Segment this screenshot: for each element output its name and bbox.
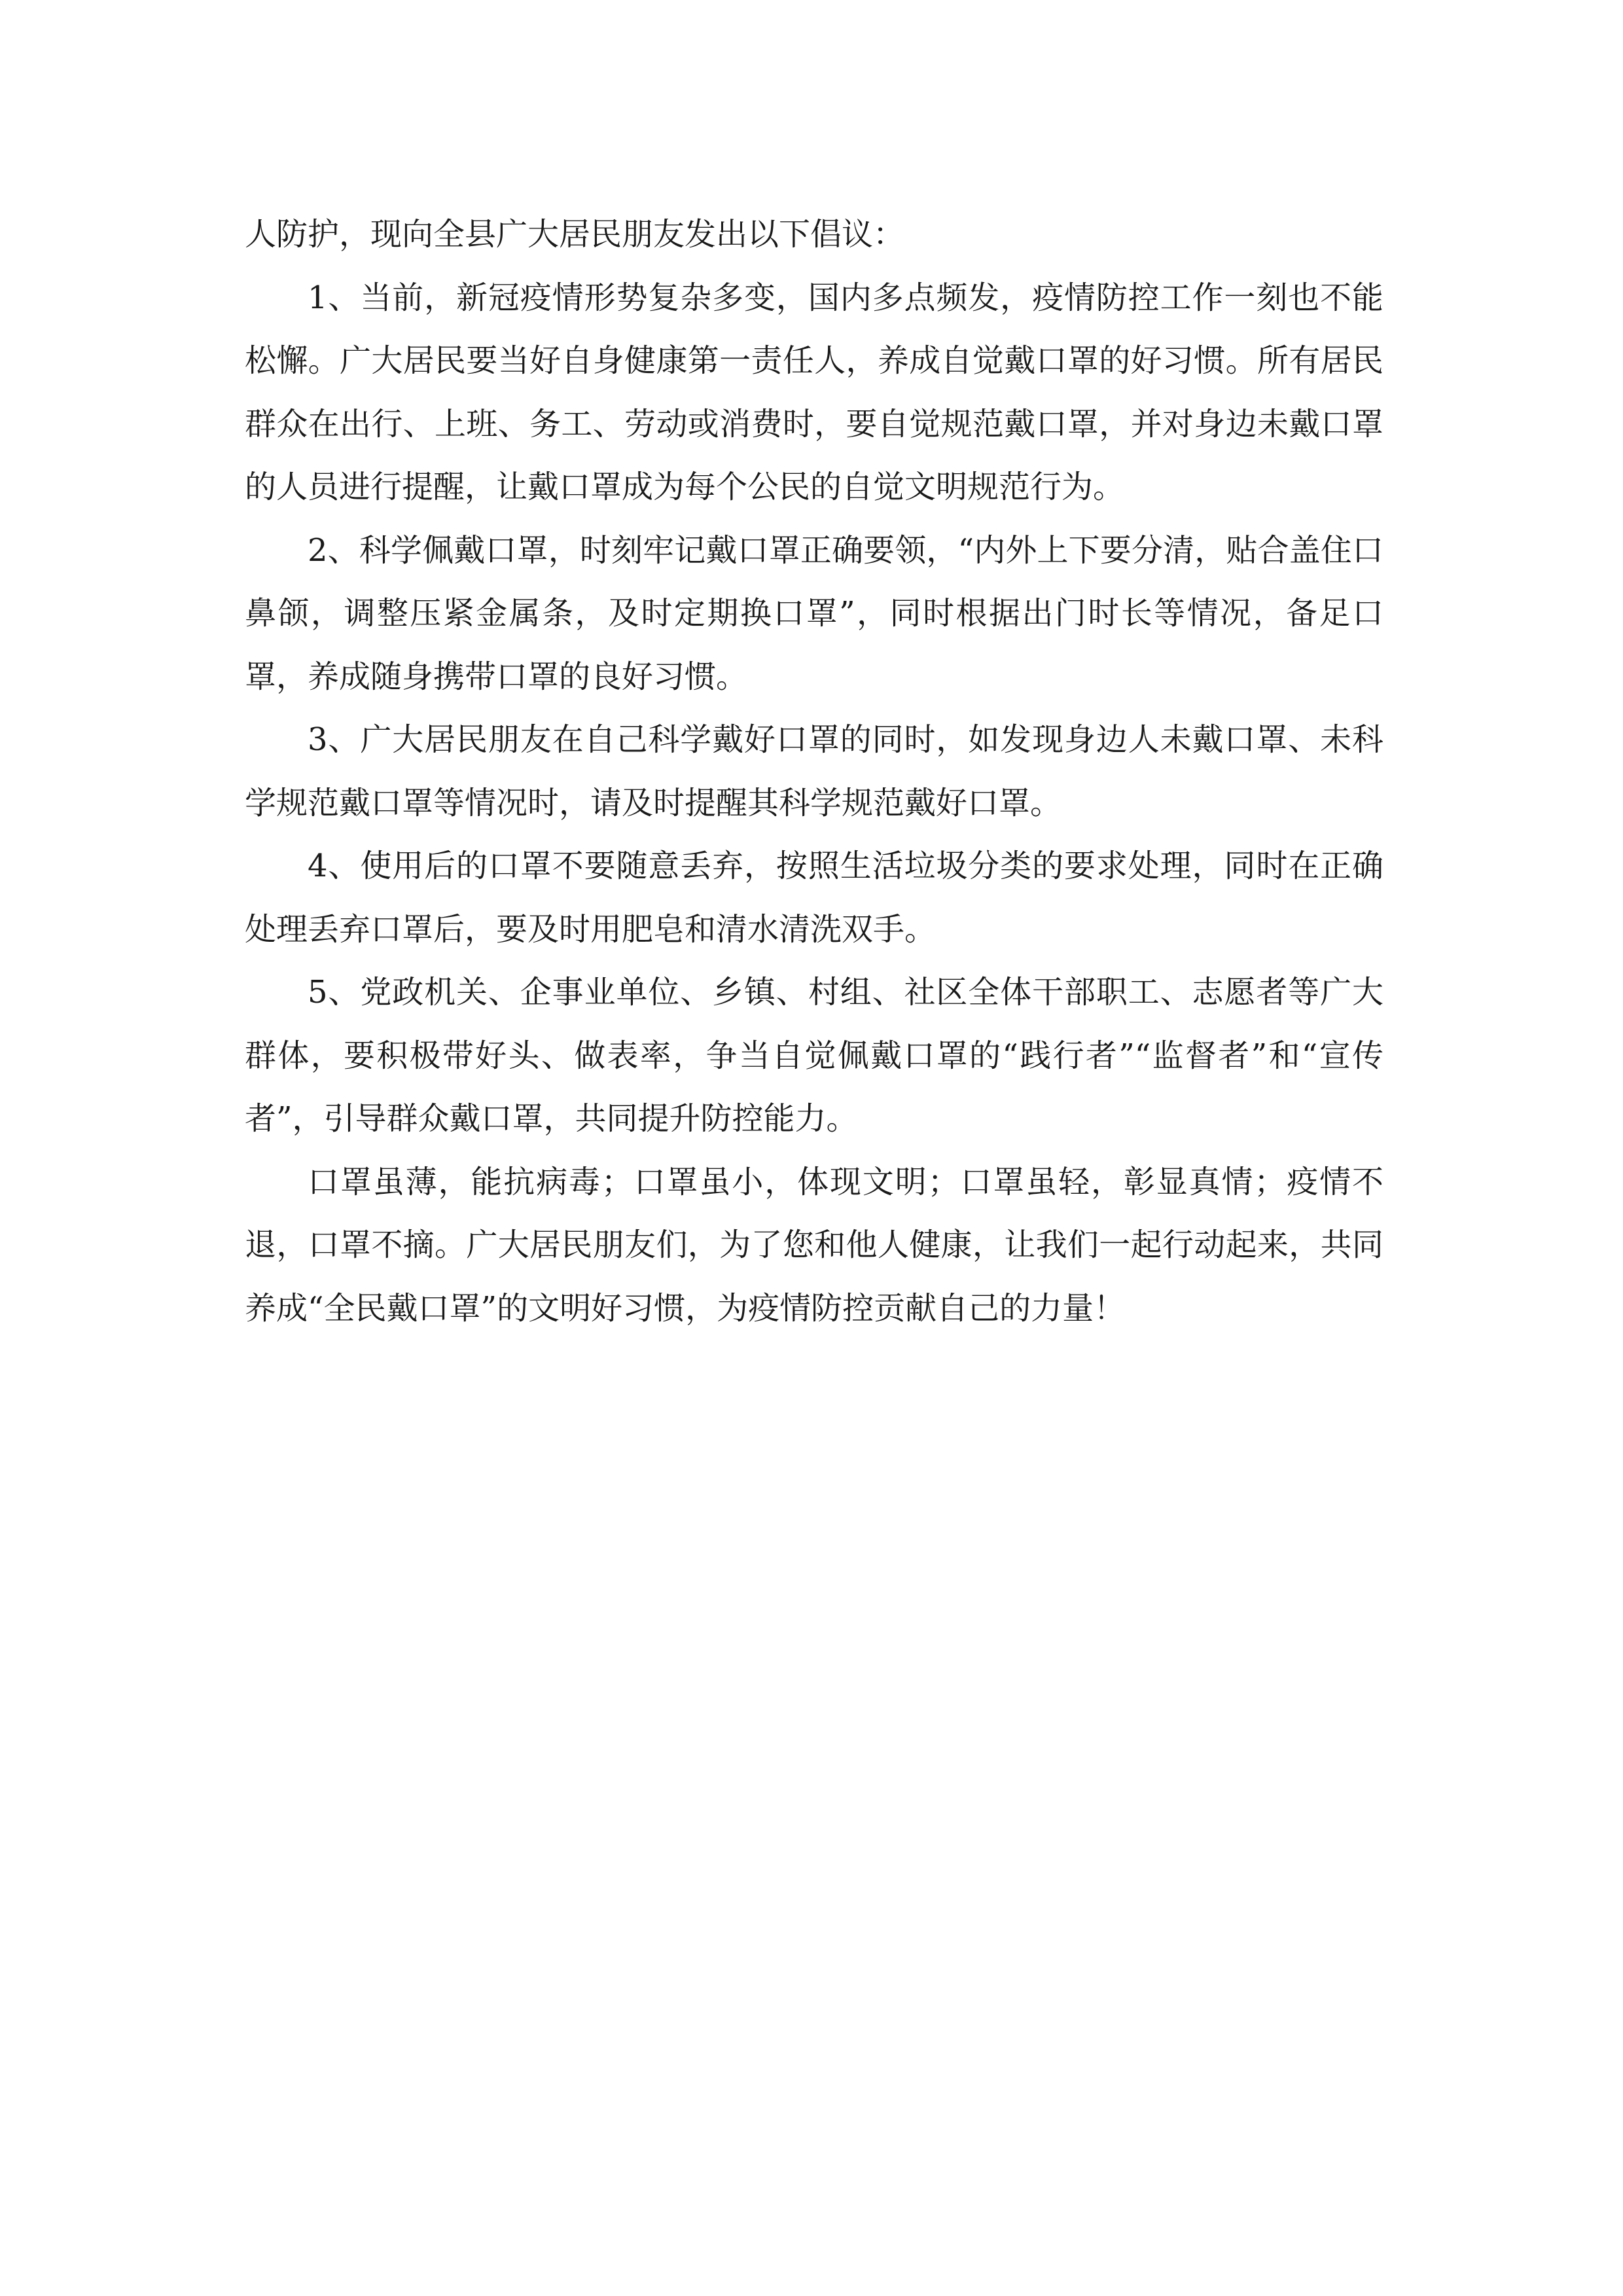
paragraph-item-4: 4、使用后的口罩不要随意丢弃，按照生活垃圾分类的要求处理，同时在正确处理丢弃口罩后，要及时用肥皂和清水清洗双手。 xyxy=(245,848,1383,948)
paragraph-intro-continuation: 人防护，现向全县广大居民朋友发出以下倡议： xyxy=(245,216,905,253)
paragraph-item-3: 3、广大居民朋友在自己科学戴好口罩的同时，如发现身边人未戴口罩、未科学规范戴口罩等情况时，请及时提醒其科学规范戴好口罩。 xyxy=(245,721,1383,821)
paragraph-closing: 口罩虽薄，能抗病毒；口罩虽小，体现文明；口罩虽轻，彰显真情；疫情不退，口罩不摘。广大居民朋友们，为了您和他人健康，让我们一起行动起来，共同养成“全民戴口罩”的文明好习惯，为疫情防控贡献自己的力量！ xyxy=(245,1163,1383,1327)
paragraph-item-1: 1、当前，新冠疫情形势复杂多变，国内多点频发，疫情防控工作一刻也不能松懈。广大居民要当好自身健康第一责任人，养成自觉戴口罩的好习惯。所有居民群众在出行、上班、务工、劳动或消费时，要自觉规范戴口罩，并对身边未戴口罩的人员进行提醒，让戴口罩成为每个公民的自觉文明规范行为。 xyxy=(245,279,1383,505)
paragraph-item-5: 5、党政机关、企事业单位、乡镇、村组、社区全体干部职工、志愿者等广大群体，要积极带好头、做表率，争当自觉佩戴口罩的“践行者”“监督者”和“宣传者”，引导群众戴口罩，共同提升防控能力。 xyxy=(245,974,1383,1137)
document-body xyxy=(245,203,1383,1340)
paragraph-item-2: 2、科学佩戴口罩，时刻牢记戴口罩正确要领，“内外上下要分清，贴合盖住口鼻颌，调整压紧金属条，及时定期换口罩”，同时根据出门时长等情况，备足口罩，养成随身携带口罩的良好习惯。 xyxy=(245,531,1383,695)
